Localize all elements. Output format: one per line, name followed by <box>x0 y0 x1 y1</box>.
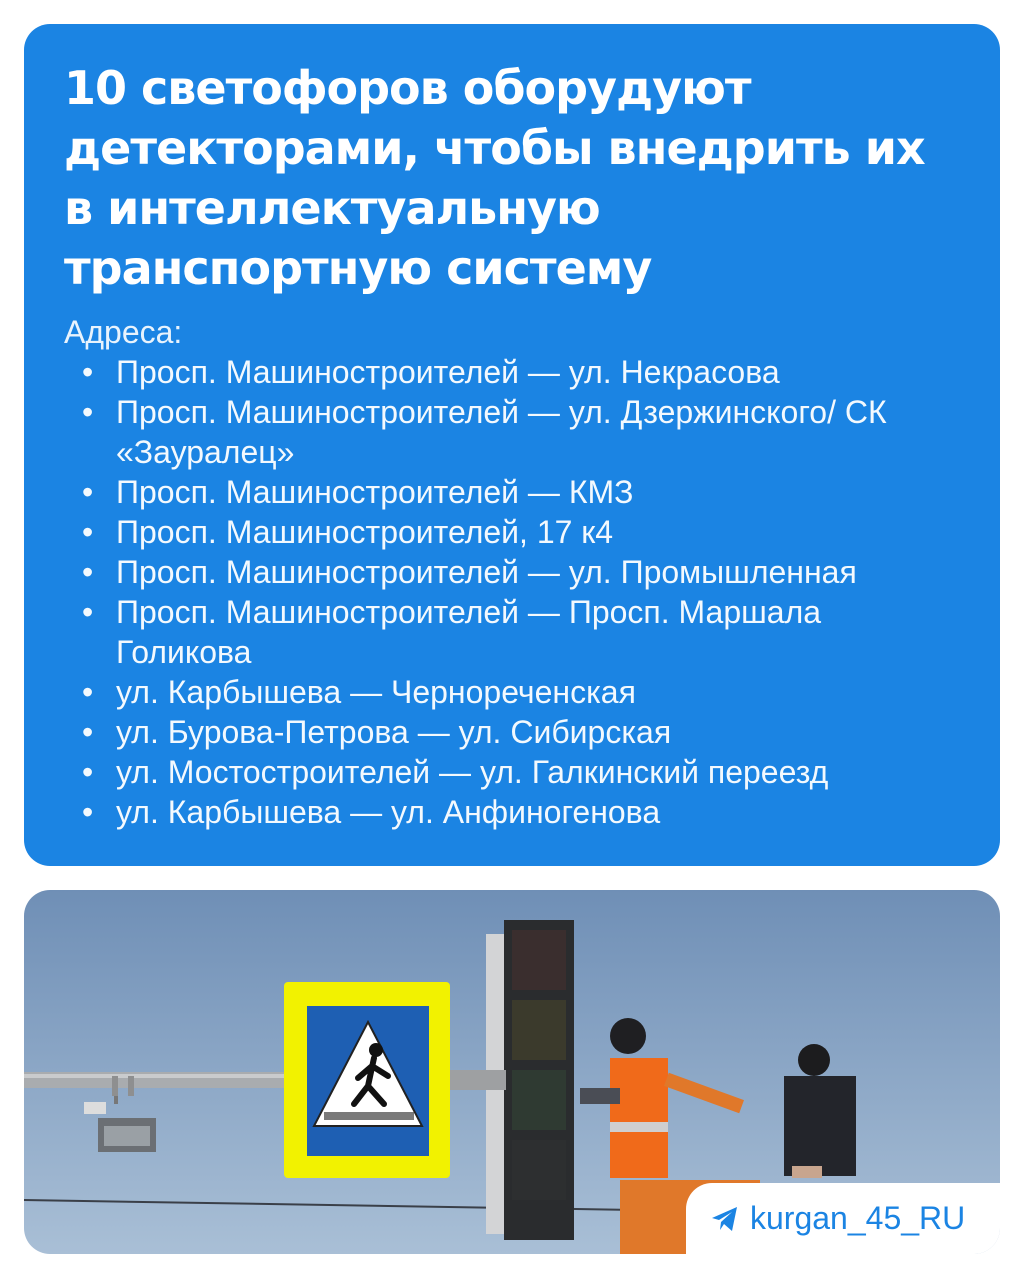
address-text: ул. Бурова-Петрова — ул. Сибирская <box>116 714 672 750</box>
bullet: • <box>82 554 94 590</box>
channel-handle: kurgan_45_RU <box>750 1200 966 1236</box>
worker-in-vest <box>610 1058 668 1178</box>
address-text: Просп. Машиностроителей — Просп. Маршала Голикова <box>116 594 822 670</box>
bullet: • <box>82 354 94 390</box>
address-item <box>64 512 964 552</box>
address-text: ул. Карбышева — Чернореченская <box>116 674 636 710</box>
address-text: Просп. Машиностроителей, 17 к4 <box>116 514 614 550</box>
bullet: • <box>82 594 94 630</box>
address-item <box>64 672 964 712</box>
bullet: • <box>82 394 94 430</box>
headline: 10 светофоров оборудуют детекторами, чтобы внедрить их в интеллектуальную транспортную систему <box>64 61 925 295</box>
address-text: ул. Мостостроителей — ул. Галкинский переезд <box>116 754 829 790</box>
bullet: • <box>82 674 94 710</box>
address-item <box>64 592 964 672</box>
address-item <box>64 712 964 752</box>
address-item <box>64 392 964 472</box>
addresses-label: Адреса: <box>64 314 183 350</box>
channel-handle-badge[interactable] <box>686 1183 1000 1254</box>
address-item <box>64 552 964 592</box>
info-card <box>24 24 1000 866</box>
address-text: Просп. Машиностроителей — ул. Дзержинского/ СК «Зауралец» <box>116 394 887 470</box>
address-text: Просп. Машиностроителей — ул. Некрасова <box>116 354 780 390</box>
address-item <box>64 792 964 832</box>
addresses-list <box>64 352 964 832</box>
worker-dark-clothes <box>784 1076 856 1176</box>
telegram-icon <box>710 1205 740 1233</box>
address-item <box>64 752 964 792</box>
address-item <box>64 352 964 392</box>
bullet: • <box>82 754 94 790</box>
address-text: Просп. Машиностроителей — КМЗ <box>116 474 634 510</box>
bullet: • <box>82 794 94 830</box>
bullet: • <box>82 514 94 550</box>
address-text: Просп. Машиностроителей — ул. Промышленная <box>116 554 857 590</box>
bullet: • <box>82 714 94 750</box>
address-text: ул. Карбышева — ул. Анфиногенова <box>116 794 661 830</box>
address-item <box>64 472 964 512</box>
bullet: • <box>82 474 94 510</box>
